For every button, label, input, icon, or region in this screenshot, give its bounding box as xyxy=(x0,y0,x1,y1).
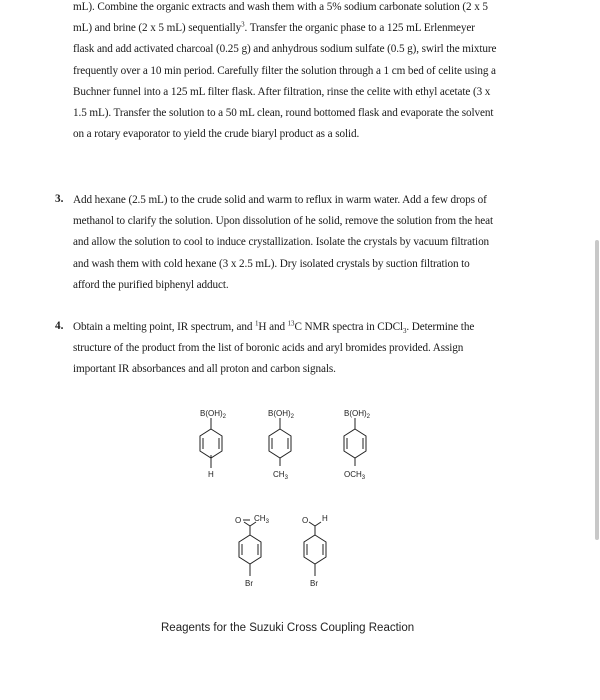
text-line: afford the purified biphenyl adduct. xyxy=(73,278,229,291)
text-line: important IR absorbances and all proton and carbon signals. xyxy=(73,363,336,376)
figure-caption: Reagents for the Suzuki Cross Coupling Reaction xyxy=(161,622,415,634)
boronic-acid-label: $B(OH)_2$ xyxy=(200,409,227,420)
methyl-label: $CH_3$ xyxy=(254,514,269,525)
aryl-bromide-structure xyxy=(239,520,261,576)
para-substituent-label: H xyxy=(208,470,214,479)
aryl-bromide-structure xyxy=(304,522,326,576)
boronic-acid-label: $B(OH)_2$ xyxy=(344,409,371,420)
text-line: Buchner funnel into a 125 mL filter flask. After filtration, rinse the celite with ethyl acetate (3 x xyxy=(73,85,491,98)
text-line: mL). Combine the organic extracts and wash them with a 5% sodium carbonate solution (2 x 5 xyxy=(73,1,488,13)
aldehyde-h-label: H xyxy=(322,514,328,523)
boronic-acid-structure xyxy=(269,418,291,466)
text-line: and wash them with cold hexane (3 x 2.5 mL). Dry isolated crystals by suction filtration to xyxy=(73,257,470,270)
para-substituent-label: $OCH_3$ xyxy=(344,470,366,481)
carbonyl-oxygen-label: O xyxy=(235,516,242,525)
text-line: methanol to clarify the solution. Upon dissolution of he solid, remove the solution from the heat xyxy=(73,215,494,228)
para-substituent-label: $CH_3$ xyxy=(273,470,288,481)
text-line: flask and add activated charcoal (0.25 g) and anhydrous sodium sulfate (0.5 g), swirl the mixture xyxy=(73,43,497,56)
boronic-acid-label: $B(OH)_2$ xyxy=(268,409,295,420)
text-line: mL) and brine (2 x 5 mL) sequentially$^3$. Transfer the organic phase to a 125 mL Erlenmeyer xyxy=(73,20,475,35)
text-line: on a rotary evaporator to yield the crude biaryl product as a solid. xyxy=(73,128,360,141)
text-line: 1.5 mL). Transfer the solution to a 50 mL clean, round bottomed flask and evaporate the solvent xyxy=(73,107,494,120)
text-line: and allow the solution to cool to induce crystallization. Isolate the crystals by vacuum filtration xyxy=(73,236,490,249)
carbonyl-oxygen-label: O xyxy=(302,516,309,525)
scrollbar-thumb[interactable] xyxy=(595,240,599,540)
step-4-number: 4. xyxy=(55,320,64,332)
text-line: frequently over a 10 min period. Carefully filter the solution through a 1 cm bed of celite using a xyxy=(73,64,496,77)
bromo-label: Br xyxy=(245,579,253,588)
text-line: Add hexane (2.5 mL) to the crude solid and warm to reflux in warm water. Add a few drops of xyxy=(73,194,487,206)
boronic-acid-structure xyxy=(344,418,366,466)
bromo-label: Br xyxy=(310,579,318,588)
step-3-number: 3. xyxy=(55,193,64,205)
boronic-acid-structure xyxy=(200,418,222,468)
footnote-mark: 3 xyxy=(241,20,245,29)
text-line: structure of the product from the list of boronic acids and aryl bromides provided. Assign xyxy=(73,342,464,355)
text-line: Obtain a melting point, IR spectrum, and $^1$H and $^{13}$C NMR spectra in CDCl$_3$. Determine the xyxy=(73,319,475,336)
